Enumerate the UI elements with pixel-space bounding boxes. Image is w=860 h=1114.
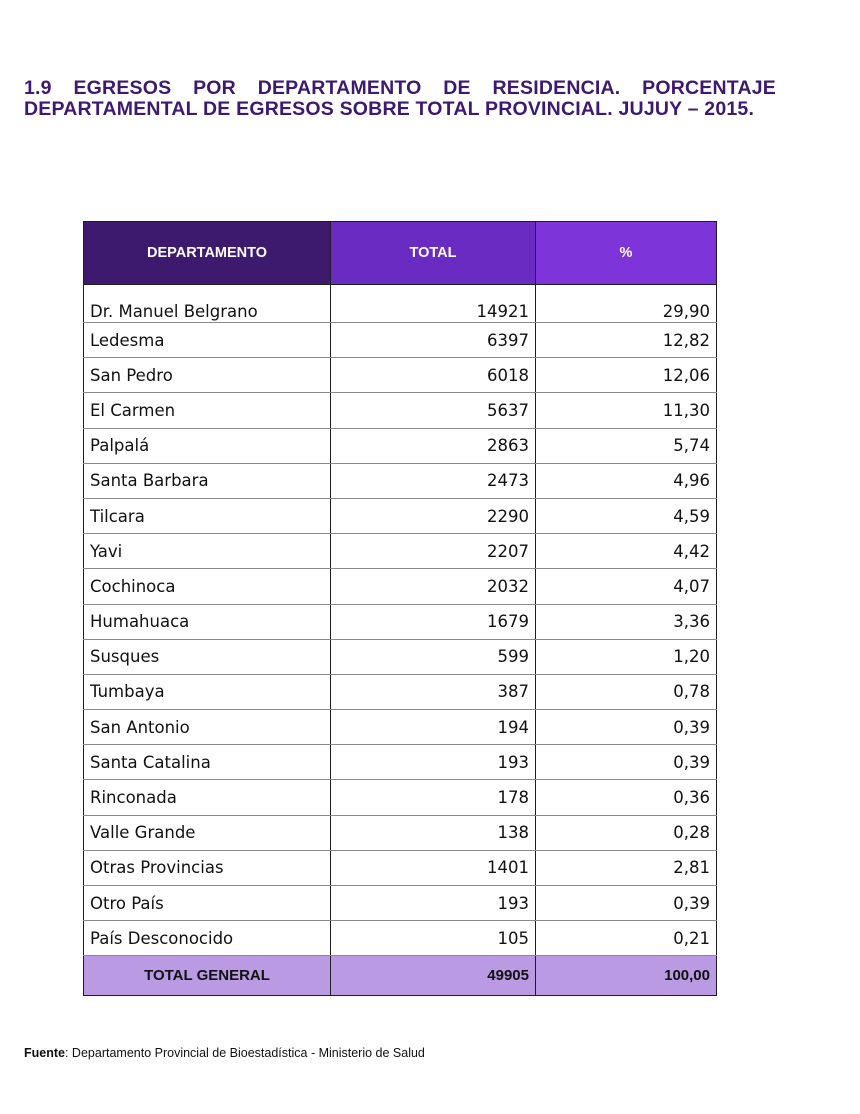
- total-row: [84, 956, 717, 996]
- total-cell: 1679: [331, 604, 536, 639]
- table-row: [84, 780, 717, 815]
- department-cell: Otro País: [84, 886, 331, 921]
- percent-cell: 0,39: [536, 710, 717, 745]
- table-row: [84, 285, 717, 323]
- column-header-total: TOTAL: [331, 222, 536, 285]
- table-row: [84, 674, 717, 709]
- table-row: [84, 745, 717, 780]
- table-row: [84, 393, 717, 428]
- department-cell: Palpalá: [84, 428, 331, 463]
- table-row: [84, 463, 717, 498]
- total-cell: 178: [331, 780, 536, 815]
- table-row: [84, 815, 717, 850]
- department-cell: Otras Provincias: [84, 850, 331, 885]
- department-cell: Valle Grande: [84, 815, 331, 850]
- total-cell: 138: [331, 815, 536, 850]
- total-cell: 387: [331, 674, 536, 709]
- total-cell: 599: [331, 639, 536, 674]
- department-cell: Yavi: [84, 534, 331, 569]
- total-value: 49905: [331, 956, 536, 996]
- table-body: [84, 285, 717, 996]
- total-cell: 6397: [331, 323, 536, 358]
- total-cell: 105: [331, 921, 536, 956]
- department-cell: El Carmen: [84, 393, 331, 428]
- table-row: [84, 710, 717, 745]
- table-row: [84, 850, 717, 885]
- percent-cell: 0,39: [536, 886, 717, 921]
- column-header-departamento: DEPARTAMENTO: [84, 222, 331, 285]
- department-cell: Dr. Manuel Belgrano: [84, 285, 331, 323]
- percent-cell: 4,07: [536, 569, 717, 604]
- table-row: [84, 534, 717, 569]
- percent-cell: 3,36: [536, 604, 717, 639]
- total-cell: 5637: [331, 393, 536, 428]
- department-cell: Tilcara: [84, 498, 331, 533]
- department-cell: Santa Catalina: [84, 745, 331, 780]
- total-cell: 193: [331, 886, 536, 921]
- percent-cell: 5,74: [536, 428, 717, 463]
- department-cell: Santa Barbara: [84, 463, 331, 498]
- table-row: [84, 886, 717, 921]
- percent-cell: 4,42: [536, 534, 717, 569]
- table-row: [84, 921, 717, 956]
- total-cell: 194: [331, 710, 536, 745]
- total-cell: 2032: [331, 569, 536, 604]
- total-cell: 1401: [331, 850, 536, 885]
- table-row: [84, 604, 717, 639]
- percent-cell: 29,90: [536, 285, 717, 323]
- department-cell: San Pedro: [84, 358, 331, 393]
- source-note: [24, 1046, 425, 1060]
- total-cell: 14921: [331, 285, 536, 323]
- percent-cell: 4,59: [536, 498, 717, 533]
- total-cell: 2473: [331, 463, 536, 498]
- table-row: [84, 358, 717, 393]
- percent-cell: 0,28: [536, 815, 717, 850]
- percent-cell: 4,96: [536, 463, 717, 498]
- department-cell: Susques: [84, 639, 331, 674]
- total-cell: 2290: [331, 498, 536, 533]
- table-row: [84, 498, 717, 533]
- percent-cell: 11,30: [536, 393, 717, 428]
- source-label: Fuente: [24, 1046, 65, 1060]
- table-row: [84, 428, 717, 463]
- total-cell: 6018: [331, 358, 536, 393]
- percent-cell: 2,81: [536, 850, 717, 885]
- department-cell: Humahuaca: [84, 604, 331, 639]
- total-label: TOTAL GENERAL: [84, 956, 331, 996]
- percent-cell: 1,20: [536, 639, 717, 674]
- table-row: [84, 323, 717, 358]
- table-header-row: [84, 222, 717, 285]
- table-row: [84, 639, 717, 674]
- department-cell: Cochinoca: [84, 569, 331, 604]
- department-cell: San Antonio: [84, 710, 331, 745]
- total-percent: 100,00: [536, 956, 717, 996]
- department-cell: Tumbaya: [84, 674, 331, 709]
- percent-cell: 12,82: [536, 323, 717, 358]
- percent-cell: 0,36: [536, 780, 717, 815]
- department-cell: Rinconada: [84, 780, 331, 815]
- percent-cell: 0,21: [536, 921, 717, 956]
- source-text: : Departamento Provincial de Bioestadística - Ministerio de Salud: [64, 1046, 425, 1060]
- total-cell: 193: [331, 745, 536, 780]
- total-cell: 2863: [331, 428, 536, 463]
- table-row: [84, 569, 717, 604]
- column-header-percent: %: [536, 222, 717, 285]
- egresos-table: [83, 221, 717, 996]
- page-title: 1.9 EGRESOS POR DEPARTAMENTO DE RESIDENCIA. PORCENTAJE DEPARTAMENTAL DE EGRESOS SOBRE TOTAL PROVINCIAL. JUJUY – 2015.: [24, 77, 776, 120]
- department-cell: País Desconocido: [84, 921, 331, 956]
- department-cell: Ledesma: [84, 323, 331, 358]
- total-cell: 2207: [331, 534, 536, 569]
- percent-cell: 0,39: [536, 745, 717, 780]
- percent-cell: 12,06: [536, 358, 717, 393]
- percent-cell: 0,78: [536, 674, 717, 709]
